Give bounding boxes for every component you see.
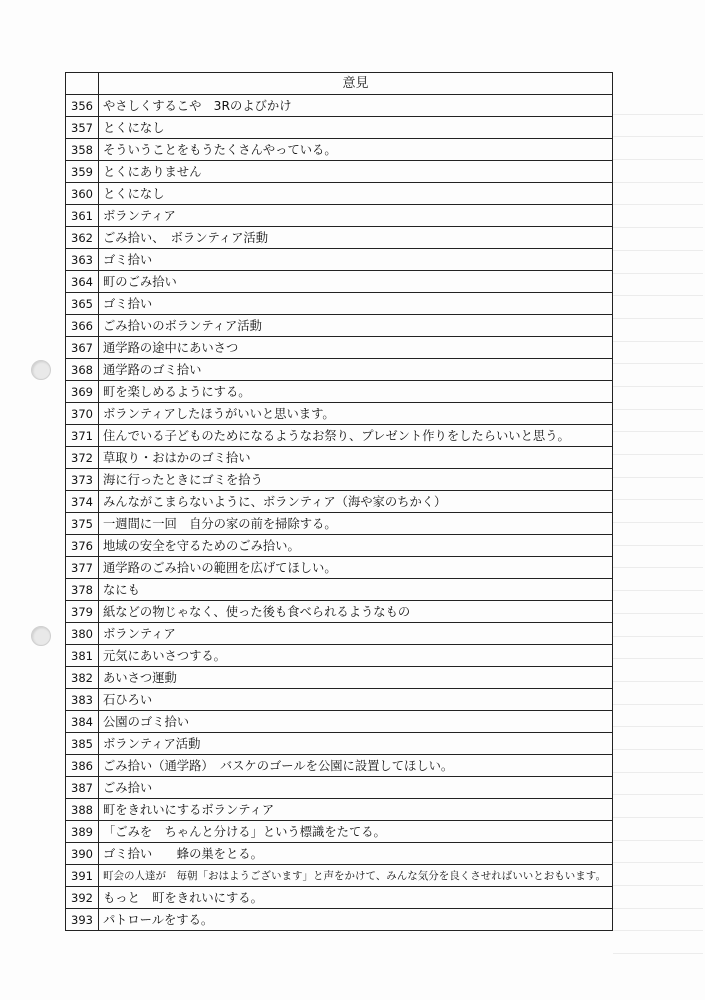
- opinion-text-cell: 町のごみ拾い: [99, 271, 613, 293]
- table-row: [66, 843, 613, 865]
- table-row: [66, 821, 613, 843]
- opinion-text-cell: 地域の安全を守るためのごみ拾い。: [99, 535, 613, 557]
- table-row: [66, 271, 613, 293]
- table-row: [66, 777, 613, 799]
- opinion-text-cell: とくになし: [99, 117, 613, 139]
- row-number-cell: 392: [66, 887, 99, 909]
- row-number-cell: 373: [66, 469, 99, 491]
- opinion-text-cell: なにも: [99, 579, 613, 601]
- table-body: [66, 95, 613, 931]
- bleed-through-line: [613, 251, 703, 274]
- row-number-cell: 360: [66, 183, 99, 205]
- row-number-cell: 393: [66, 909, 99, 931]
- opinion-text-cell: 通学路の途中にあいさつ: [99, 337, 613, 359]
- row-number-cell: 372: [66, 447, 99, 469]
- table-row: [66, 139, 613, 161]
- bleed-through-line: [613, 455, 703, 478]
- bleed-through-line: [613, 523, 703, 546]
- opinion-text-cell: ボランティア: [99, 623, 613, 645]
- opinion-text-cell: 町会の人達が 毎朝「おはようございます」と声をかけて、みんな気分を良くさせればいいとおもいます。: [99, 865, 613, 887]
- table-row: [66, 491, 613, 513]
- bleed-through-line: [613, 274, 703, 297]
- table-row: [66, 205, 613, 227]
- table-row: [66, 755, 613, 777]
- opinion-text-cell: もっと 町をきれいにする。: [99, 887, 613, 909]
- table-row: [66, 95, 613, 117]
- opinion-text-cell: 一週間に一回 自分の家の前を掃除する。: [99, 513, 613, 535]
- row-number-cell: 356: [66, 95, 99, 117]
- bleed-through-line: [613, 364, 703, 387]
- opinion-text-cell: 通学路のゴミ拾い: [99, 359, 613, 381]
- opinion-text-cell: やさしくするこや 3Rのよびかけ: [99, 95, 613, 117]
- bleed-through-line: [613, 568, 703, 591]
- opinion-text-cell: とくになし: [99, 183, 613, 205]
- opinion-text-cell: 草取り・おはかのゴミ拾い: [99, 447, 613, 469]
- table-row: [66, 293, 613, 315]
- row-number-cell: 391: [66, 865, 99, 887]
- opinion-text-cell: 住んでいる子どものためになるようなお祭り、プレゼント作りをしたらいいと思う。: [99, 425, 613, 447]
- row-number-cell: 385: [66, 733, 99, 755]
- table-row: [66, 447, 613, 469]
- opinion-text-cell: 元気にあいさつする。: [99, 645, 613, 667]
- row-number-cell: 390: [66, 843, 99, 865]
- table-row: [66, 425, 613, 447]
- table-row: [66, 403, 613, 425]
- table-row: [66, 227, 613, 249]
- bleed-through-line: [613, 296, 703, 319]
- bleed-through-line: [613, 319, 703, 342]
- table-row: [66, 337, 613, 359]
- table-row: [66, 865, 613, 887]
- row-number-cell: 374: [66, 491, 99, 513]
- bleed-through-line: [613, 682, 703, 705]
- punch-hole-icon: [31, 626, 51, 646]
- table-row: [66, 359, 613, 381]
- opinion-text-cell: そういうことをもうたくさんやっている。: [99, 139, 613, 161]
- row-number-cell: 359: [66, 161, 99, 183]
- row-number-cell: 367: [66, 337, 99, 359]
- table-row: [66, 535, 613, 557]
- bleed-through-line: [613, 205, 703, 228]
- row-number-cell: 382: [66, 667, 99, 689]
- row-number-cell: 377: [66, 557, 99, 579]
- opinion-text-cell: 町を楽しめるようにする。: [99, 381, 613, 403]
- table-row: [66, 733, 613, 755]
- bleed-through-line: [613, 92, 703, 115]
- row-number-cell: 376: [66, 535, 99, 557]
- header-number-cell: [66, 73, 99, 95]
- row-number-cell: 380: [66, 623, 99, 645]
- row-number-cell: 357: [66, 117, 99, 139]
- table-row: [66, 689, 613, 711]
- opinion-text-cell: パトロールをする。: [99, 909, 613, 931]
- table-header-row: [66, 73, 613, 95]
- bleed-through-line: [613, 773, 703, 796]
- row-number-cell: 366: [66, 315, 99, 337]
- bleed-through-line: [613, 637, 703, 660]
- table-row: [66, 579, 613, 601]
- opinion-text-cell: 石ひろい: [99, 689, 613, 711]
- row-number-cell: 362: [66, 227, 99, 249]
- opinion-text-cell: 紙などの物じゃなく、使った後も食べられるようなもの: [99, 601, 613, 623]
- opinion-text-cell: 「ごみを ちゃんと分ける」という標識をたてる。: [99, 821, 613, 843]
- table-row: [66, 909, 613, 931]
- bleed-through-line: [613, 478, 703, 501]
- table-row: [66, 799, 613, 821]
- row-number-cell: 386: [66, 755, 99, 777]
- bleed-through-line: [613, 705, 703, 728]
- table-row: [66, 887, 613, 909]
- punch-hole-icon: [31, 360, 51, 380]
- row-number-cell: 363: [66, 249, 99, 271]
- bleed-through-line: [613, 841, 703, 864]
- bleed-through-line: [613, 909, 703, 932]
- bleed-through-line: [613, 750, 703, 773]
- opinion-text-cell: ボランティア: [99, 205, 613, 227]
- bleed-through-line: [613, 342, 703, 365]
- header-opinion-cell: 意見: [99, 73, 613, 95]
- row-number-cell: 370: [66, 403, 99, 425]
- bleed-through-line: [613, 410, 703, 433]
- row-number-cell: 389: [66, 821, 99, 843]
- opinion-text-cell: ゴミ拾い: [99, 293, 613, 315]
- opinion-text-cell: みんながこまらないように、ボランティア（海や家のちかく）: [99, 491, 613, 513]
- row-number-cell: 371: [66, 425, 99, 447]
- opinion-text-cell: とくにありません: [99, 161, 613, 183]
- row-number-cell: 388: [66, 799, 99, 821]
- bleed-through-line: [613, 228, 703, 251]
- table-row: [66, 249, 613, 271]
- opinion-text-cell: ゴミ拾い: [99, 249, 613, 271]
- opinion-text-cell: 海に行ったときにゴミを拾う: [99, 469, 613, 491]
- row-number-cell: 381: [66, 645, 99, 667]
- bleed-through-line: [613, 500, 703, 523]
- table-row: [66, 645, 613, 667]
- opinion-text-cell: ゴミ拾い 蜂の巣をとる。: [99, 843, 613, 865]
- bleed-through-line: [613, 931, 703, 954]
- row-number-cell: 369: [66, 381, 99, 403]
- row-number-cell: 358: [66, 139, 99, 161]
- opinion-text-cell: 通学路のごみ拾いの範囲を広げてほしい。: [99, 557, 613, 579]
- bleed-through-line: [613, 115, 703, 138]
- table-row: [66, 667, 613, 689]
- bleed-through-line: [613, 432, 703, 455]
- bleed-through-line: [613, 387, 703, 410]
- bleed-through-line: [613, 795, 703, 818]
- opinion-text-cell: ごみ拾い、 ボランティア活動: [99, 227, 613, 249]
- bleed-through-line: [613, 863, 703, 886]
- bleed-through-line: [613, 886, 703, 909]
- table-row: [66, 601, 613, 623]
- opinion-text-cell: ボランティア活動: [99, 733, 613, 755]
- opinion-text-cell: ごみ拾い（通学路） バスケのゴールを公園に設置してほしい。: [99, 755, 613, 777]
- row-number-cell: 379: [66, 601, 99, 623]
- opinions-table: [65, 72, 613, 931]
- row-number-cell: 383: [66, 689, 99, 711]
- table-row: [66, 183, 613, 205]
- row-number-cell: 368: [66, 359, 99, 381]
- bleed-through-line: [613, 659, 703, 682]
- opinion-text-cell: 公園のゴミ拾い: [99, 711, 613, 733]
- bleed-through-line: [613, 183, 703, 206]
- opinion-text-cell: ごみ拾いのボランティア活動: [99, 315, 613, 337]
- row-number-cell: 361: [66, 205, 99, 227]
- bleed-through-line: [613, 591, 703, 614]
- table-row: [66, 557, 613, 579]
- row-number-cell: 384: [66, 711, 99, 733]
- bleed-through-line: [613, 137, 703, 160]
- opinion-text-cell: 町をきれいにするボランティア: [99, 799, 613, 821]
- table-row: [66, 315, 613, 337]
- opinion-text-cell: ごみ拾い: [99, 777, 613, 799]
- bleed-through-table: [612, 92, 703, 928]
- bleed-through-line: [613, 546, 703, 569]
- table-row: [66, 117, 613, 139]
- opinion-text-cell: ボランティアしたほうがいいと思います。: [99, 403, 613, 425]
- bleed-through-line: [613, 160, 703, 183]
- row-number-cell: 387: [66, 777, 99, 799]
- table-row: [66, 513, 613, 535]
- row-number-cell: 375: [66, 513, 99, 535]
- row-number-cell: 378: [66, 579, 99, 601]
- bleed-through-line: [613, 727, 703, 750]
- table-row: [66, 711, 613, 733]
- row-number-cell: 365: [66, 293, 99, 315]
- table-row: [66, 381, 613, 403]
- opinion-text-cell: あいさつ運動: [99, 667, 613, 689]
- table-row: [66, 469, 613, 491]
- table-row: [66, 623, 613, 645]
- table-row: [66, 161, 613, 183]
- bleed-through-line: [613, 818, 703, 841]
- bleed-through-line: [613, 614, 703, 637]
- row-number-cell: 364: [66, 271, 99, 293]
